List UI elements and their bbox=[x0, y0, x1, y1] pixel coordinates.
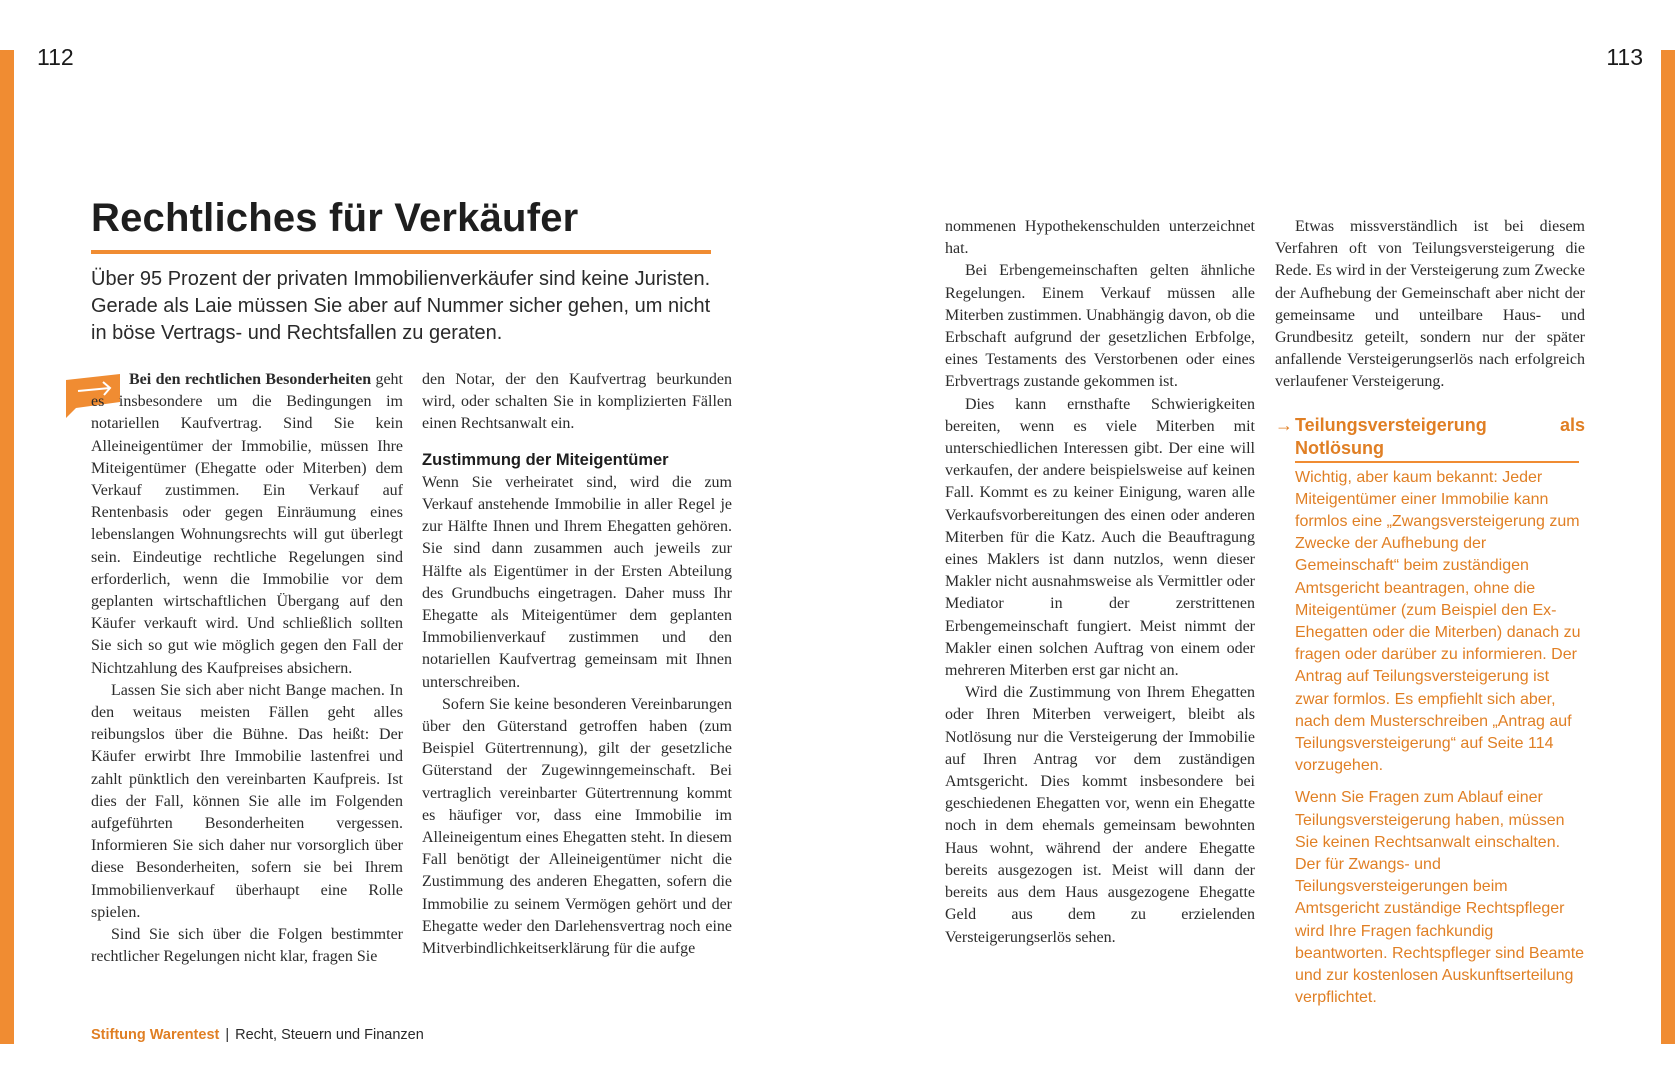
footer-brand: Stiftung Warentest bbox=[91, 1027, 220, 1043]
chapter-title: Rechtliches für Verkäufer bbox=[91, 196, 579, 240]
info-box-body bbox=[1295, 467, 1585, 1010]
intro-text: geht es insbesondere um die Bedingungen im notariellen Kaufvertrag. Sind Sie kein Alleineigentümer der Immobilie, müssen Ihre Miteigentümer (Ehegatte oder Miterben) dem Verkauf zustimmen. Ein Verkauf auf Rentenbasis oder gegen Einräumung eines lebenslangen Wohnungsrechts will gut überlegt sein. Eindeutige rechtliche Regelungen sind erforderlich, wenn die Immobilie vor dem geplanten wirtschaftlichen Übergang auf den Käufer verkauft wird. Und schließlich sollten Sie sich so gut wie möglich gegen den Fall der Nichtzahlung des Kaufpreises absichern. bbox=[91, 371, 403, 677]
body-paragraph: Dies kann ernsthafte Schwierigkeiten bereiten, wenn es viele Miterben mit unterschiedlichen Interessen gibt. Der eine will verkaufen, der andere beispielsweise auf keinen Fall. Kommt es zu keiner Einigung, waren alle Verkaufsvorbereitungen des einen oder anderen Miterben für die Katz. Auch die Beauftragung eines Maklers ist dann nutzlos, wenn dieser Makler nicht ausnahmsweise als Vermittler oder Mediator in der zerstrittenen Erbengemeinschaft fungiert. Meist nimmt der Makler einen solchen Auftrag von einem oder mehreren Miterben erst gar nicht an. bbox=[945, 395, 1255, 680]
body-paragraph: Sind Sie sich über die Folgen bestimmter rechtlicher Regelungen nicht klar, fragen Sie bbox=[91, 926, 403, 966]
body-paragraph: den Notar, der den Kaufvertrag beurkunden wird, oder schalten Sie in komplizierten Fällen einen Rechtsanwalt ein. bbox=[422, 371, 732, 433]
body-paragraph: Wenn Sie verheiratet sind, wird die zum Verkauf anstehende Immobilie in aller Regel je zur Hälfte Ihnen und Ihrem Ehegatten gehören. Sie sind dann zusammen auch jeweils zur Hälfte als Eigentümer in der Ersten Abteilung des Grundbuchs eingetragen. Daher muss Ihr Ehegatte als Miteigentümer dem geplanten Immobilienverkauf zustimmen und den notariellen Kaufvertrag gemeinsam mit Ihnen unterschreiben. bbox=[422, 473, 732, 691]
body-paragraph: Bei Erbengemeinschaften gelten ähnliche Regelungen. Einem Verkauf müssen alle Miterben zustimmen. Unabhängig davon, ob die Erbschaft aufgrund der gesetzlichen Erbfolge, eines Testaments des Verstorbenen oder eines Erbvertrags zustande gekommen ist. bbox=[945, 262, 1255, 391]
title-underline bbox=[91, 250, 711, 254]
body-paragraph: Lassen Sie sich aber nicht Bange machen. In den weitaus meisten Fällen geht alles reibungslos über die Bühne. Das heißt: Der Käufer erwirbt Ihre Immobilie lastenfrei und zahlt pünktlich den vereinbarten Kaufpreis. Ist dies der Fall, können Sie alle im Folgenden aufgeführten Besonderheiten vergessen. Informieren Sie sich daher nur vorsorglich über diese Besonderheiten, sofern sie bei Ihrem Immobilienverkauf überhaupt eine Rolle spielen. bbox=[91, 681, 403, 921]
body-paragraph: Etwas missverständlich ist bei diesem Verfahren oft von Teilungsversteigerung die Rede. Es wird in der Versteigerung zum Zwecke der Aufhebung der Gemeinschaft aber nicht der gemeinsame und unteilbare Haus- und Grundbesitz geteilt, sondern nur der später anfallende Versteigerungserlös nach erfolgreich verlaufener Versteigerung. bbox=[1275, 218, 1585, 391]
info-box-paragraph: Wenn Sie Fragen zum Ablauf einer Teilungsversteigerung haben, müssen Sie keinen Rechtsanwalt einschalten. Der für Zwangs- und Teilungsversteigerungen beim Amtsgericht zuständige Rechtspfleger wird Ihre Fragen fachkundig beantworten. Rechtspfleger sind Beamte und zur kostenlosen Auskunftserteilung verpflichtet. bbox=[1295, 789, 1585, 1007]
body-paragraph: nommenen Hypothekenschulden unterzeichnet hat. bbox=[945, 218, 1255, 258]
page-footer bbox=[91, 1027, 424, 1043]
info-box-heading bbox=[1275, 414, 1585, 460]
arrow-right-icon: → bbox=[1275, 414, 1293, 435]
page-number-left: 112 bbox=[37, 44, 74, 70]
text-column-3 bbox=[945, 216, 1255, 949]
right-accent-bar bbox=[1661, 50, 1675, 1044]
info-box-title: Teilungsversteigerung als Notlösung bbox=[1295, 414, 1585, 458]
text-column-2 bbox=[422, 369, 732, 960]
footer-section: Recht, Steuern und Finanzen bbox=[235, 1027, 424, 1043]
page-number-right: 113 bbox=[1606, 44, 1643, 70]
body-paragraph: Sofern Sie keine besonderen Vereinbarungen über den Güterstand getroffen haben (zum Beispiel Gütertrennung), gilt der gesetzliche Güterstand der Zugewinngemeinschaft. Bei vertraglich vereinbarter Gütertrennung kommt es häufiger vor, dass eine Immobilie im Alleineigentum eines Ehegatten steht. In diesem Fall benötigt der Alleineigentümer nicht die Zustimmung des anderen Ehegatten, sofern die Immobilie zu seinem Vermögen gehört und der Ehegatte weder den Darlehensvertrag noch eine Mitverbindlichkeitserklärung für die aufge bbox=[422, 695, 732, 958]
intro-paragraph bbox=[91, 369, 403, 680]
text-column-4 bbox=[1275, 216, 1585, 1020]
intro-bold-phrase: Bei den rechtlichen Besonderheiten bbox=[129, 371, 372, 388]
footer-separator: | bbox=[225, 1027, 230, 1043]
info-box-rule bbox=[1295, 461, 1579, 463]
info-box-paragraph: Wichtig, aber kaum bekannt: Jeder Miteigentümer einer Immobilie kann formlos eine „Zwangsversteigerung zum Zwecke der Aufhebung der Gemeinschaft“ beim zuständigen Amtsgericht beantragen, ohne die Miteigentümer (zum Beispiel den Ex-Ehegatten oder die Miterben) danach zu fragen oder darüber zu informieren. Der Antrag auf Teilungsversteigerung ist zwar formlos. Es empfiehlt sich aber, nach dem Musterschreiben „Antrag auf Teilungsversteigerung“ auf Seite 114 vorzugehen. bbox=[1295, 468, 1581, 775]
lead-paragraph: Über 95 Prozent der privaten Immobilienverkäufer sind keine Juristen. Gerade als Laie müssen Sie aber auf Nummer sicher gehen, um nicht in böse Vertrags- und Rechtsfallen zu geraten. bbox=[91, 268, 711, 344]
section-subheading: Zustimmung der Miteigentümer bbox=[422, 450, 669, 469]
left-accent-bar bbox=[0, 50, 14, 1044]
text-column-1 bbox=[91, 369, 403, 968]
body-paragraph: Wird die Zustimmung von Ihrem Ehegatten oder Ihren Miterben verweigert, bleibt als Notlösung nur die Versteigerung der Immobilie auf Ihren Antrag vor dem zuständigen Amtsgericht. Dies kommt insbesondere bei geschiedenen Ehegatten vor, wenn ein Ehegatte noch in dem ehemals gemeinsam bewohnten Haus wohnt, während der andere Ehegatte bereits ausgezogen ist. Meist will dann der bereits aus dem Haus ausgezogene Ehegatte Geld aus dem zu erzielenden Versteigerungserlös sehen. bbox=[945, 684, 1255, 946]
